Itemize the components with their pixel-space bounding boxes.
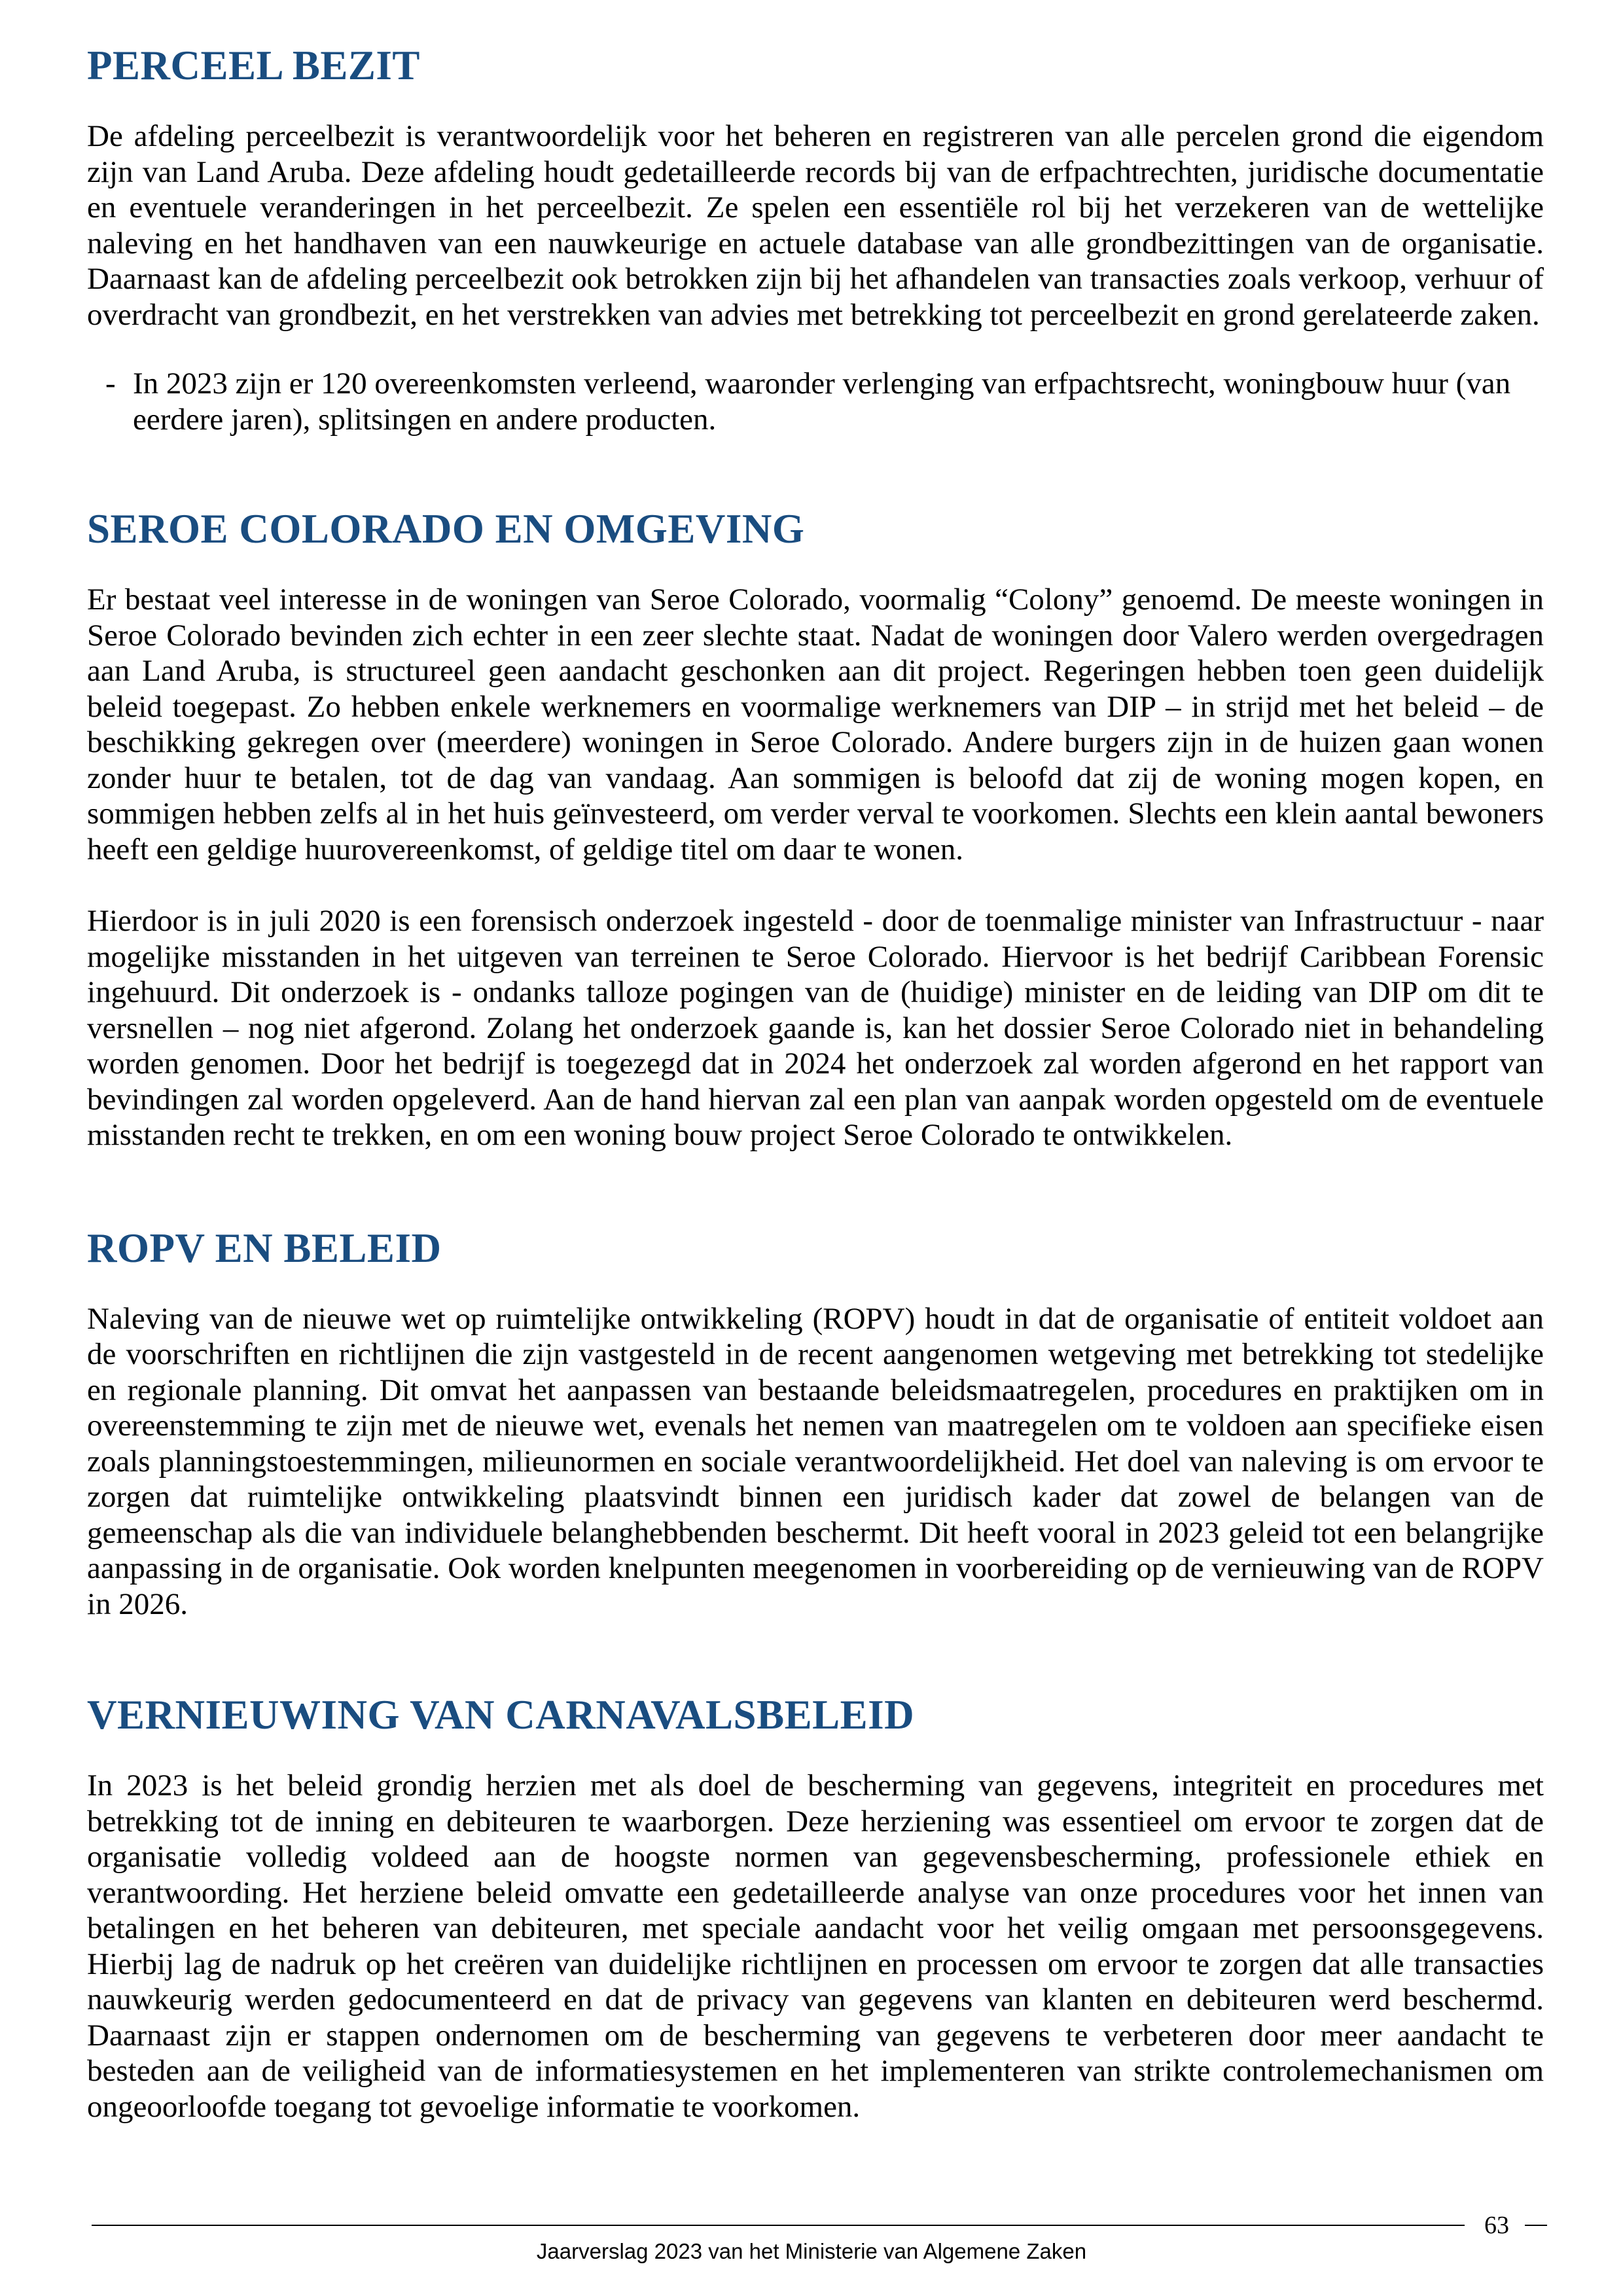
footer-divider <box>92 2225 1465 2226</box>
section-heading: SEROE COLORADO EN OMGEVING <box>87 506 805 552</box>
section-carnavalsbeleid <box>87 1689 1544 2125</box>
section-heading: ROPV EN BELEID <box>87 1225 442 1271</box>
section-heading: VERNIEUWING VAN CARNAVALSBELEID <box>87 1692 915 1738</box>
section-paragraph: Naleving van de nieuwe wet op ruimtelijke ontwikkeling (ROPV) houdt in dat de organisatie of entiteit voldoet aan de voorschriften en richtlijnen die zijn vastgesteld in de recent aangenomen wetgeving met betrekking tot stedelijke en regionale planning. Dit omvat het aanpassen van bestaande beleidsmaatregelen, procedures en praktijken om in overeenstemming te zijn met de nieuwe wet, evenals het nemen van maatregelen om te voldoen aan specifieke eisen zoals planningstoestemmingen, milieunormen en sociale verantwoordelijkheid. Het doel van naleving is om ervoor te zorgen dat ruimtelijke ontwikkeling plaatsvindt binnen een juridisch kader dat zowel de belangen van de gemeenschap als die van individuele belanghebbenden beschermt. Dit heeft vooral in 2023 geleid tot een belangrijke aanpassing in de organisatie. Ook worden knelpunten meegenomen in voorbereiding op de vernieuwing van de ROPV in 2026. <box>87 1301 1544 1621</box>
bullet-list <box>87 366 1544 437</box>
section-paragraph: Hierdoor is in juli 2020 is een forensisch onderzoek ingesteld - door de toenmalige minister van Infrastructuur - naar mogelijke misstanden in het uitgeven van terreinen te Seroe Colorado. Hiervoor is het bedrijf Caribbean Forensic ingehuurd. Dit onderzoek is - ondanks talloze pogingen van de (huidige) minister en de leiding van DIP om dit te versnellen – nog niet afgerond. Zolang het onderzoek gaande is, kan het dossier Seroe Colorado niet in behandeling worden genomen. Door het bedrijf is toegezegd dat in 2024 het onderzoek zal worden afgerond en het rapport van bevindingen zal worden opgeleverd. Aan de hand hiervan zal een plan van aanpak worden opgesteld om de eventuele misstanden recht te trekken, en om een woning bouw project Seroe Colorado te ontwikkelen. <box>87 904 1544 1152</box>
bullet-marker: - <box>105 367 116 401</box>
section-paragraph: Er bestaat veel interesse in de woningen van Seroe Colorado, voormalig “Colony” genoemd. De meeste woningen in Seroe Colorado bevinden zich echter in een zeer slechte staat. Nadat de woningen door Valero werden overgedragen aan Land Aruba, is structureel geen aandacht geschonken aan dit project. Regeringen hebben toen geen duidelijk beleid toegepast. Zo hebben enkele werknemers en voormalige werknemers van DIP – in strijd met het beleid – de beschikking gekregen over (meerdere) woningen in Seroe Colorado. Andere burgers zijn in de huizen gaan wonen zonder huur te betalen, tot de dag van vandaag. Aan sommigen is beloofd dat zij de woning mogen kopen, en sommigen hebben zelfs al in het huis geïnvesteerd, om verder verval te voorkomen. Slechts een klein aantal bewoners heeft een geldige huurovereenkomst, of geldige titel om daar te wonen. <box>87 583 1544 867</box>
section-heading: PERCEEL BEZIT <box>87 43 420 88</box>
list-item <box>87 366 1544 437</box>
document-page <box>87 39 1544 2125</box>
page-number: 63 <box>1484 2212 1509 2239</box>
footer-divider-end <box>1525 2225 1547 2226</box>
section-paragraph: De afdeling perceelbezit is verantwoordelijk voor het beheren en registreren van alle percelen grond die eigendom zijn van Land Aruba. Deze afdeling houdt gedetailleerde records bij van de erfpachtrechten, juridische documentatie en eventuele veranderingen in het perceelbezit. Ze spelen een essentiële rol bij het verzekeren van de wettelijke naleving en het handhaven van een nauwkeurige en actuele database van alle grondbezittingen van de organisatie. Daarnaast kan de afdeling perceelbezit ook betrokken zijn bij het afhandelen van transacties zoals verkoop, verhuur of overdracht van grondbezit, en het verstrekken van advies met betrekking tot perceelbezit en grond gerelateerde zaken. <box>87 119 1544 332</box>
footer-report-title: Jaarverslag 2023 van het Ministerie van Algemene Zaken <box>536 2239 1087 2263</box>
list-item-text: In 2023 zijn er 120 overeenkomsten verleend, waaronder verlenging van erfpachtsrecht, woningbouw huur (van eerdere jaren), splitsingen en andere producten. <box>133 367 1511 437</box>
section-paragraph: In 2023 is het beleid grondig herzien met als doel de bescherming van gegevens, integriteit en procedures met betrekking tot de inning en debiteuren te waarborgen. Deze herziening was essentieel om ervoor te zorgen dat de organisatie volledig voldeed aan de hoogste normen van gegevensbescherming, professionele ethiek en verantwoording. Het herziene beleid omvatte een gedetailleerde analyse van onze procedures voor het innen van betalingen en het beheren van debiteuren, met speciale aandacht voor het veilig omgaan met persoonsgegevens. Hierbij lag de nadruk op het creëren van duidelijke richtlijnen en processen om ervoor te zorgen dat alle transacties nauwkeurig werden gedocumenteerd en dat de privacy van gegevens van klanten en debiteuren werd beschermd. Daarnaast zijn er stappen ondernomen om de bescherming van gegevens te verbeteren door meer aandacht te besteden aan de veiligheid van de informatiesystemen en het implementeren van strikte controlemechanismen om ongeoorloofde toegang tot gevoelige informatie te voorkomen. <box>87 1768 1544 2124</box>
page-footer <box>0 2199 1623 2296</box>
section-perceel-bezit <box>87 39 1544 437</box>
section-ropv-beleid <box>87 1222 1544 1623</box>
section-seroe-colorado <box>87 503 1544 1153</box>
